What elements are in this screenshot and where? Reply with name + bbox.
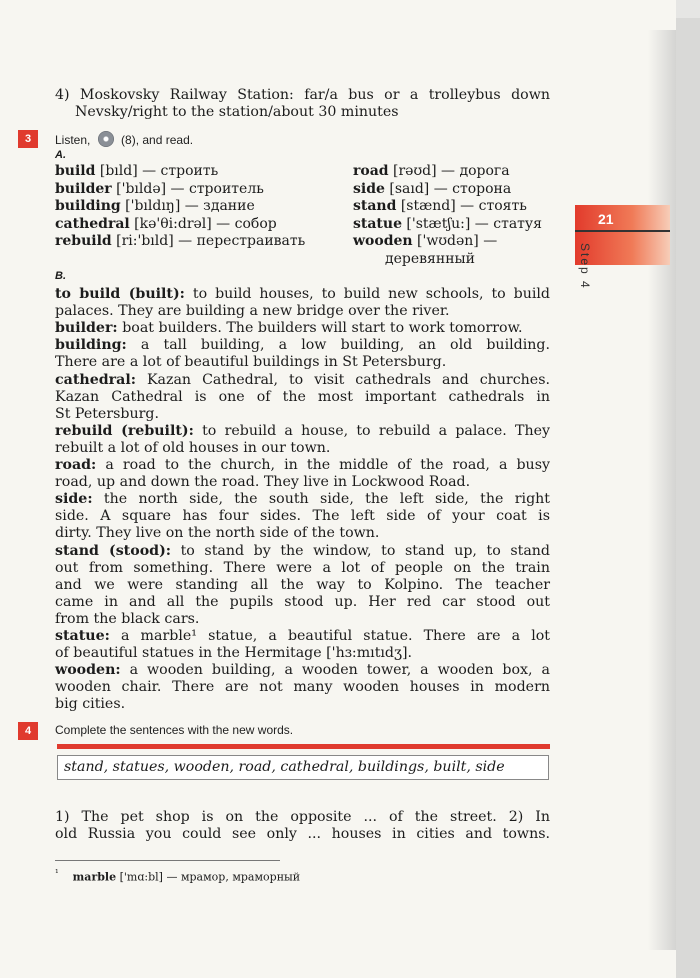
line-text: Kazan Cathedral, to visit cathedrals and churches. [135,371,550,388]
exercise-number-4: 4 [18,722,38,740]
section-b-line [55,525,550,542]
vocab-entry: builder ['bıldə] — строитель [55,180,264,197]
section-b-line [55,423,550,440]
section-b-line [55,440,550,457]
section-b-line [55,320,550,337]
section-b-line [55,354,550,371]
vocab-entry: wooden ['wʊdən] — [353,233,498,249]
footnote-rule [55,860,280,861]
vocab-entry: road [rəʊd] — дорога [353,163,510,179]
section-b-line [55,406,550,423]
page-binding-shadow [648,30,676,950]
vocab-entry: rebuild [ri:'bıld] — перестраивать [55,233,306,249]
page-number-rule [575,230,670,232]
line-text: and we were standing all the way to Kolpino. The teacher [55,576,550,593]
vocab-right-column [353,163,542,268]
line-text: to stand by the window, to stand up, to stand [171,542,550,559]
line-text: There are a lot of beautiful buildings in St Petersburg. [55,354,447,371]
section-b-label: B. [55,270,66,282]
vocab-entry: stand [stænd] — стоять [353,198,527,214]
line-text: palaces. They are building a new bridge over the river. [55,303,450,320]
line-text: the north side, the south side, the left side, the right [92,491,550,508]
sentence-line-1: 1) The pet shop is on the opposite ... of the street. 2) In [55,809,550,825]
word-box-accent-bar [57,744,550,749]
section-b-line [55,560,550,577]
intro-line-2: Nevsky/right to the station/about 30 minutes [75,104,399,120]
headword: wooden: [55,662,121,679]
section-b-line [55,337,550,354]
footnote-definition: ['mɑ:bl] — мрамор, мраморный [116,870,301,884]
exercise-3-instruction [55,131,193,147]
section-b-line [55,611,550,628]
instruction-track: (8), and read. [121,133,194,147]
page-number: 21 [598,211,614,227]
footnote [55,868,300,884]
sentence-line-2: old Russia you could see only ... houses in cities and towns. [55,826,550,842]
line-text: St Petersburg. [55,405,159,422]
vocab-entry: build [bıld] — строить [55,163,219,179]
headword: road: [55,457,97,473]
section-b-line [55,389,550,406]
line-text: big cities. [55,696,126,713]
section-b-line [55,286,550,303]
intro-line-1: 4) Moskovsky Railway Station: far/a bus or a trolleybus down [55,87,550,103]
headword: side: [55,491,93,508]
headword: builder: [55,320,118,337]
line-text: of beautiful statues in the Hermitage ['hɜ:mıtıdʒ]. [55,645,413,662]
footnote-word: marble [72,870,117,884]
step-label: Step 4 [578,243,592,290]
vocab-entry: statue ['stætʃu:] — статуя [353,215,542,232]
footnote-marker: ¹ [55,868,59,879]
instruction-listen: Listen, [55,133,91,147]
line-text: Kazan Cathedral is one of the most important cathedrals in [55,388,550,405]
section-b-line [55,628,550,645]
line-text: boat builders. The builders will start to work tomorrow. [117,320,523,337]
line-text: came in and all the pupils stood up. Her red car stood out [55,593,550,610]
section-b-line [55,577,550,594]
headword: rebuild (rebuilt): [55,422,194,439]
section-a-label: A. [55,149,66,161]
headword: building: [55,337,127,354]
section-b-line [55,662,550,679]
exercise-4-instruction: Complete the sentences with the new words. [55,723,294,737]
line-text: from the black cars. [55,610,200,627]
line-text: wooden chair. There are not many wooden houses in modern [55,679,550,696]
line-text: a wooden building, a wooden tower, a wooden box, a [120,662,550,679]
line-text: to rebuild a house, to rebuild a palace. They [193,422,550,439]
section-b-line [55,679,550,696]
section-b-line [55,508,550,525]
headword: to build (built): [55,286,185,302]
vocab-left-column [55,163,305,251]
vocab-entry: building ['bıldıŋ] — здание [55,198,255,214]
section-b-line [55,594,550,611]
section-b-line [55,303,550,320]
headword: stand (stood): [55,542,172,559]
line-text: a marble¹ statue, a beautiful statue. There are a lot [109,628,550,644]
line-text: dirty. They live on the north side of the town. [55,525,380,542]
section-b-line [55,457,550,474]
headword: statue: [55,628,110,644]
word-bank-box: stand, statues, wooden, road, cathedral, buildings, built, side [57,755,549,780]
section-b-line [55,543,550,560]
audio-cd-icon[interactable] [98,131,114,147]
line-text: road, up and down the road. They live in Lockwood Road. [55,474,471,491]
line-text: out from something. There were a lot of people on the train [55,559,550,576]
line-text: side. A square has four sides. The left side of your coat is [55,508,550,525]
section-b-line [55,696,550,713]
section-b-line [55,645,550,662]
section-b-line [55,474,550,491]
line-text: to build houses, to build new schools, to build [184,286,551,302]
exercise-number-3: 3 [18,130,38,148]
section-b-line [55,491,550,508]
section-b-line [55,372,550,389]
line-text: a road to the church, in the middle of the road, a busy [96,457,550,473]
vocab-entry: деревянный [385,250,476,267]
line-text: a tall building, a low building, an old building. [126,337,550,354]
vocab-entry: side [saıd] — сторона [353,180,512,197]
headword: cathedral: [55,371,136,388]
vocab-entry: cathedral [kə'θi:drəl] — собор [55,215,277,232]
line-text: rebuilt a lot of old houses in our town. [55,439,331,456]
